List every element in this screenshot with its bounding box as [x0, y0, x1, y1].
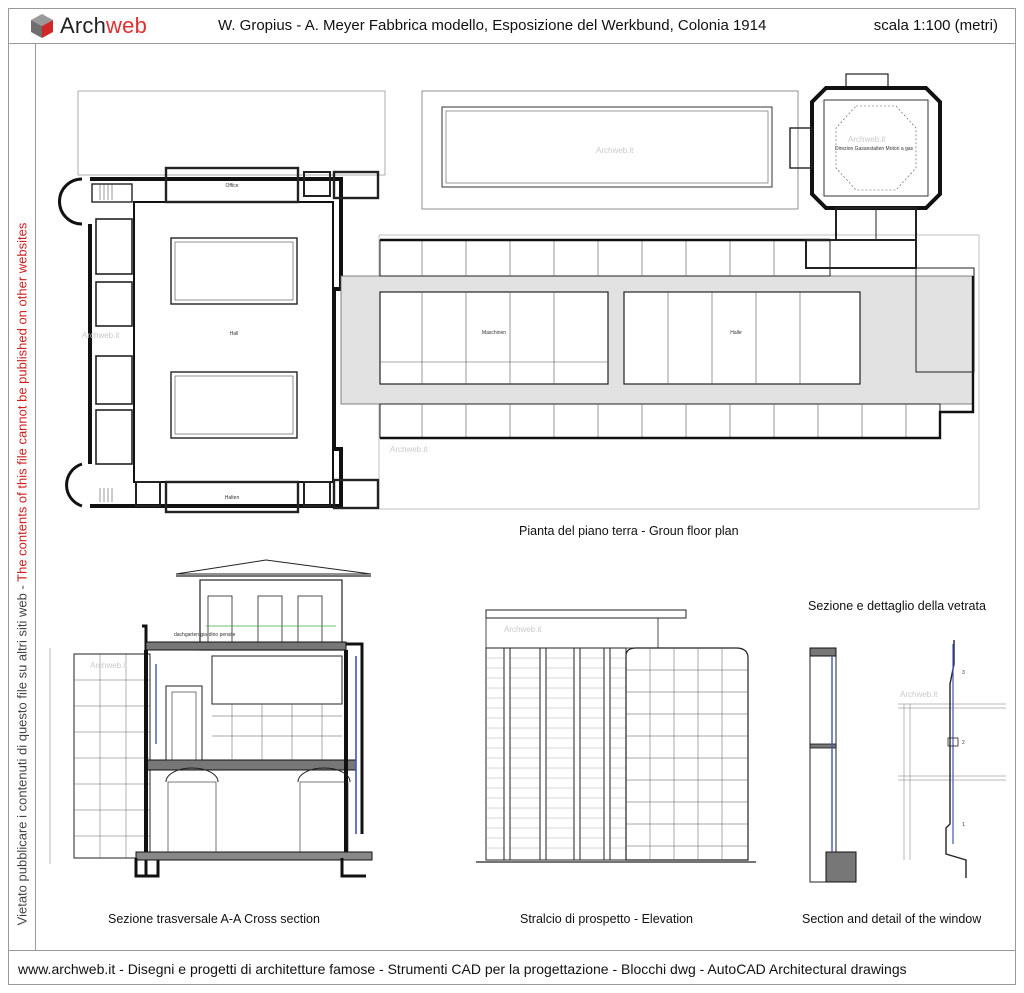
window-section: [810, 640, 1006, 882]
archweb-logo[interactable]: [30, 12, 147, 40]
footer-text: www.archweb.it - Disegni e progetti di architetture famose - Strumenti CAD per la progettazione - Blocchi dwg - AutoCAD Architectural drawings: [18, 961, 907, 977]
watermark: Archweb.it: [848, 135, 886, 144]
watermark: Archweb.it: [596, 146, 634, 155]
drawing-area: [36, 44, 1016, 950]
window-title: Sezione e dettaglio della vetrata: [808, 599, 986, 613]
side-band: [8, 44, 36, 950]
window-caption: Section and detail of the window: [802, 912, 982, 926]
section-roof-label: dachgarten giardino pensile: [174, 632, 236, 638]
sheet-title: W. Gropius - A. Meyer Fabbrica modello, Esposizione del Werkbund, Colonia 1914: [218, 17, 767, 34]
plan-room-hall: Hall: [229, 331, 239, 337]
footer: [8, 950, 1016, 985]
cube-logo-icon: [30, 13, 54, 39]
logo-wordmark: Archweb: [60, 13, 148, 38]
header: [8, 8, 1016, 44]
window-marker-3: 3: [962, 670, 965, 676]
octagon-pavilion: [790, 74, 940, 240]
window-marker-2: 2: [962, 740, 965, 746]
watermark: Archweb.it: [900, 690, 938, 699]
plan-room-halle: Halle: [730, 330, 742, 336]
watermark: Archweb.it: [90, 661, 128, 670]
cross-section: [50, 560, 372, 876]
plan-room-maschinen: Maschinen: [481, 330, 507, 336]
elevation: [476, 610, 756, 862]
section-caption: Sezione trasversale A-A Cross section: [108, 912, 320, 926]
elevation-caption: Stralcio di prospetto - Elevation: [520, 912, 694, 926]
plan-room-halten: Halten: [224, 495, 240, 501]
window-marker-1: 1: [962, 822, 965, 828]
watermark: Archweb.it: [82, 331, 120, 340]
copyright-notice: Vietato pubblicare i contenuti di questo file su altri siti web - The contents of this file cannot be published on other websites: [14, 222, 30, 926]
sheet-scale: scala 1:100 (metri): [873, 17, 998, 34]
ground-floor-plan: [60, 74, 980, 512]
plan-octagon-note: Direzion Gasanstalten Motori a gas: [834, 146, 914, 152]
plan-room-office: Office: [225, 183, 239, 189]
watermark: Archweb.it: [504, 625, 542, 634]
plan-caption: Pianta del piano terra - Groun floor plan: [519, 524, 739, 538]
watermark: Archweb.it: [390, 445, 428, 454]
